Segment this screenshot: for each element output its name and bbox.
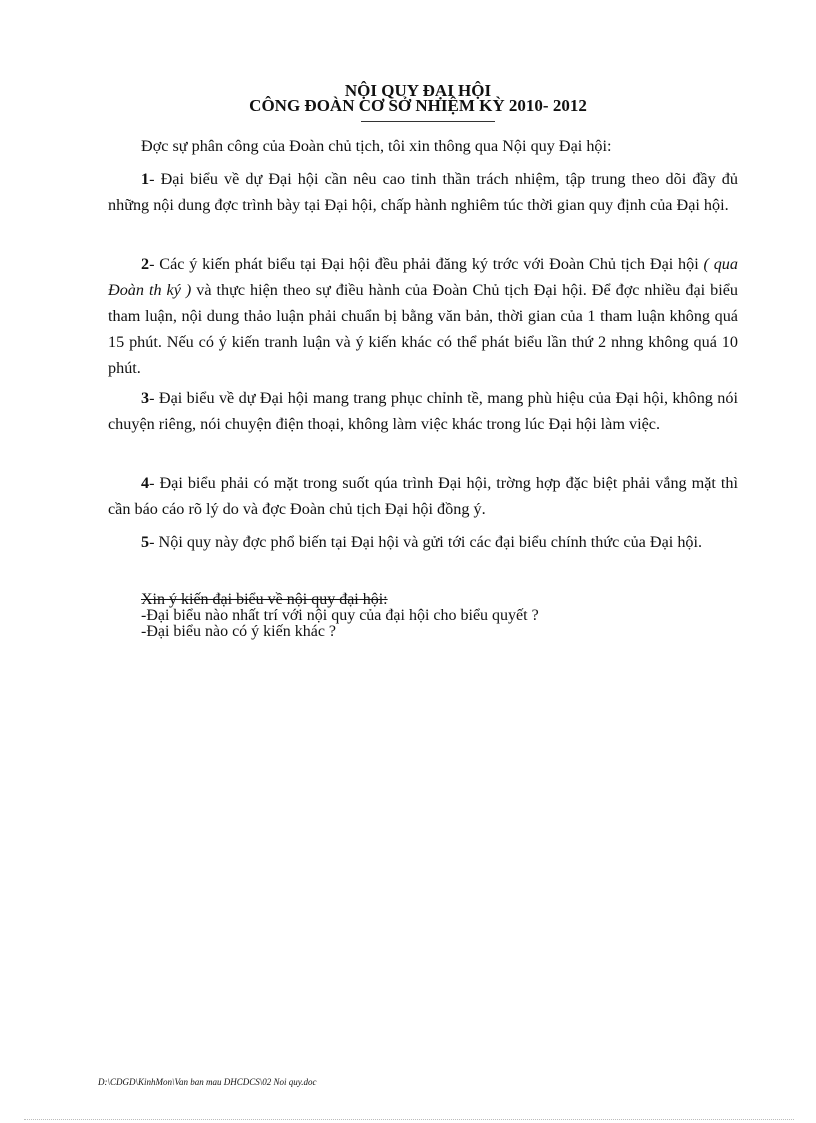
rule-text: - Đại biểu phải có mặt trong suốt qúa trình Đại hội, trờng hợp đặc biệt phải vắng mặt thì cần báo cáo rõ lý do và đợc Đoàn chủ tịch Đại hội đồng ý. (108, 474, 738, 518)
rule-number: 4 (141, 474, 150, 492)
rule-number: 1 (141, 170, 150, 188)
document-subtitle: CÔNG ĐOÀN CƠ SỞ NHIỆM KỲ 2010- 2012 (249, 96, 587, 115)
rule-number: 2 (141, 255, 150, 273)
rule-item-5 (108, 529, 738, 555)
closing-heading: Xin ý kiến đại biểu về nội quy đại hội: (141, 591, 388, 608)
rule-number: 5 (141, 533, 150, 551)
closing-line: -Đại biểu nào nhất trí với nội quy của đại hội cho biểu quyết ? (141, 607, 539, 624)
footer-file-path: D:\CDGD\KinhMon\Van ban mau DHCDCS\02 Noi quy.doc (98, 1077, 317, 1087)
rule-number: 3 (141, 389, 150, 407)
rule-text: - Đại biểu về dự Đại hội cần nêu cao tinh thần trách nhiệm, tập trung theo dõi đầy đủ những nội dung đợc trình bày tại Đại hội, chấp hành nghiêm túc thời gian quy định của Đại hội. (108, 170, 738, 214)
rule-item-2 (108, 251, 738, 381)
rule-text: - Đại biểu về dự Đại hội mang trang phục chỉnh tề, mang phù hiệu của Đại hội, không nói chuyện riêng, nói chuyện điện thoại, không làm việc khác trong lúc Đại hội làm việc. (108, 389, 738, 433)
rule-item-4 (108, 470, 738, 522)
rule-text: và thực hiện theo sự điều hành của Đoàn Chủ tịch Đại hội. Để đợc nhiều đại biểu tham luận, nội dung thảo luận phải chuẩn bị bằng văn bản, thời gian của 1 tham luận không quá 15 phút. Nếu có ý kiến tranh luận và ý kiến khác có thể phát biểu lần thứ 2 nhng không quá 10 phút. (108, 281, 738, 377)
closing-line: -Đại biểu nào có ý kiến khác ? (141, 623, 337, 640)
page-bottom-rule (24, 1119, 794, 1120)
document-title: NỘI QUY ĐẠI HỘI (344, 81, 492, 100)
title-underline (361, 121, 495, 122)
rule-text: - Nội quy này đợc phổ biến tại Đại hội và gửi tới các đại biểu chính thức của Đại hội. (149, 533, 703, 551)
closing-section (141, 592, 539, 640)
rule-item-1 (108, 166, 738, 218)
rule-text-italic: ( qua Đoàn th ký ) (108, 255, 738, 299)
intro-paragraph: Đợc sự phân công của Đoàn chủ tịch, tôi xin thông qua Nội quy Đại hội: (141, 137, 612, 155)
rule-item-3 (108, 385, 738, 437)
rule-text: - Các ý kiến phát biểu tại Đại hội đều phải đăng ký trớc với Đoàn Chủ tịch Đại hội (149, 255, 704, 273)
